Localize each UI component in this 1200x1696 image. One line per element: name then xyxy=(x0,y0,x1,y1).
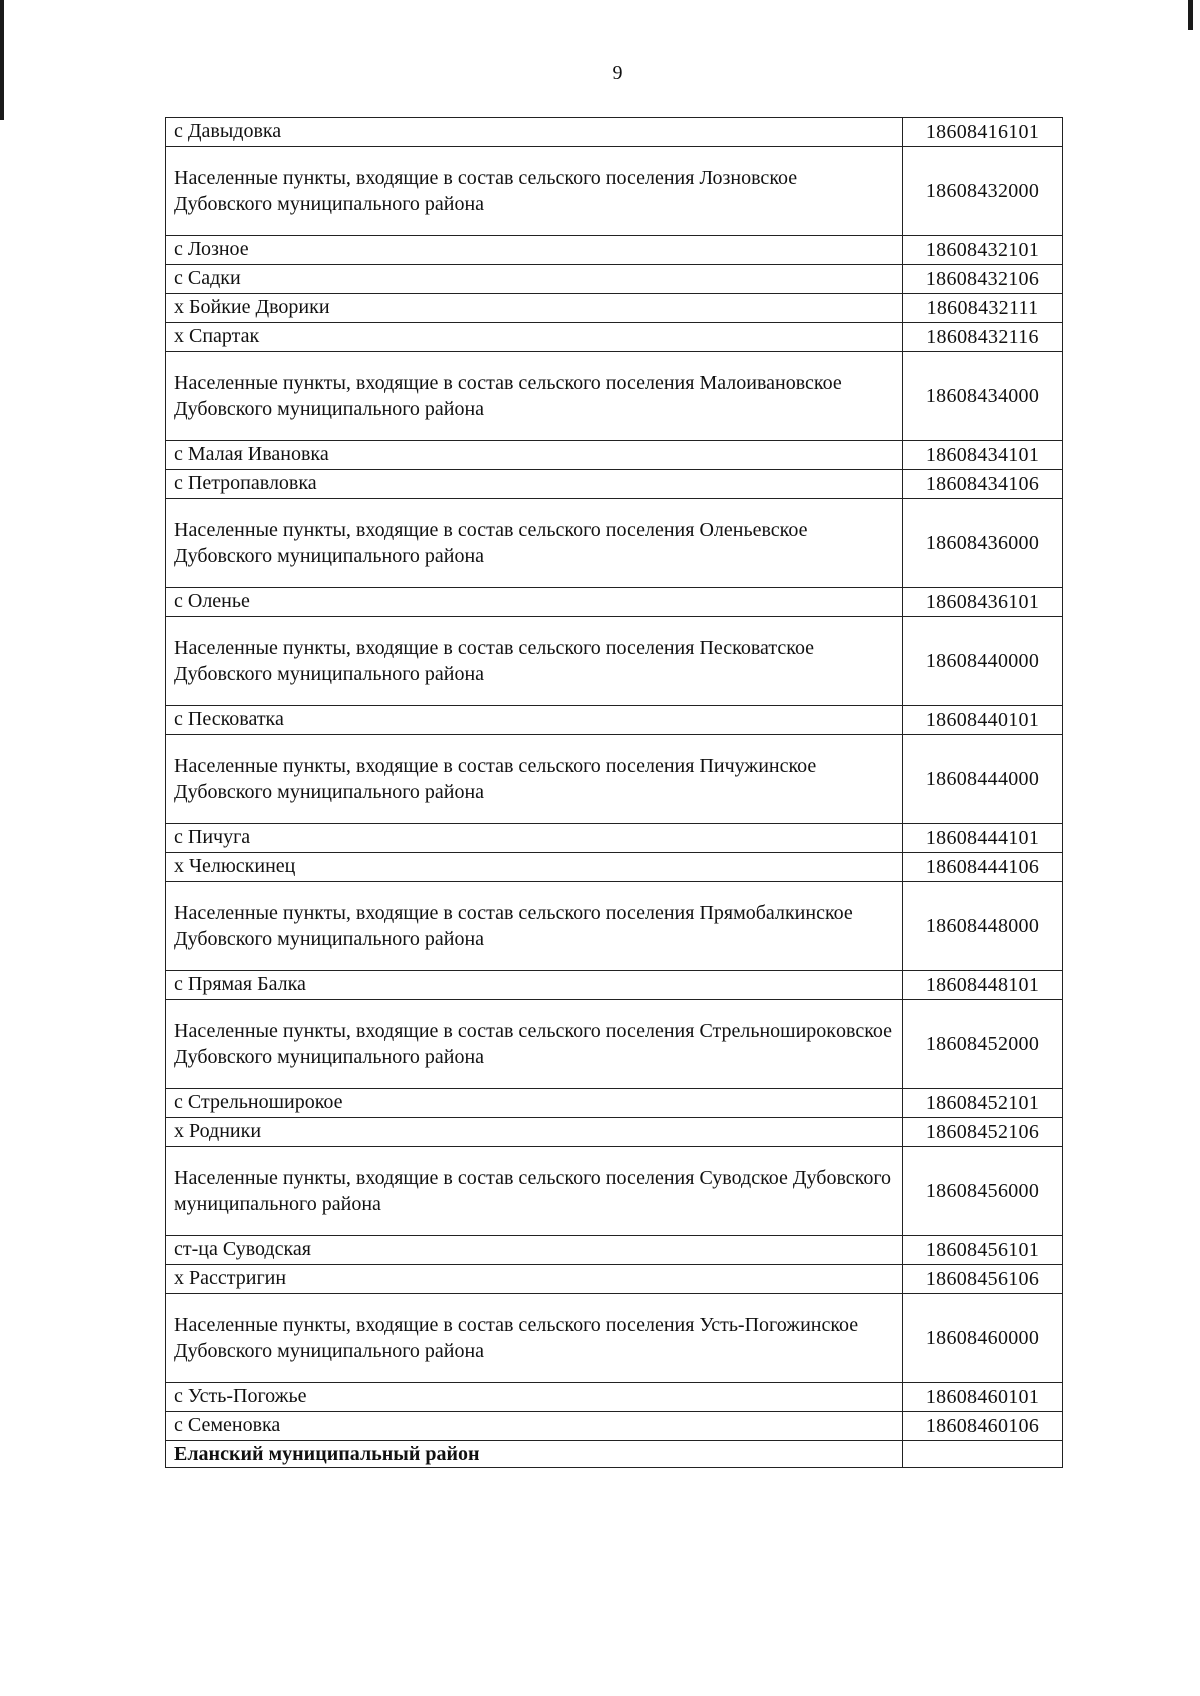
page-number: 9 xyxy=(612,62,623,84)
settlement-name-cell: Населенные пункты, входящие в состав сельского поселения Усть-Погожинское Дубовского муниципального района xyxy=(166,1294,903,1383)
oktmo-code-cell: 18608434106 xyxy=(903,470,1063,499)
table-row xyxy=(166,1412,1063,1441)
table-row xyxy=(166,294,1063,323)
oktmo-code-cell: 18608448000 xyxy=(903,882,1063,971)
oktmo-code-cell: 18608460000 xyxy=(903,1294,1063,1383)
table-row xyxy=(166,1089,1063,1118)
oktmo-code-cell: 18608444000 xyxy=(903,735,1063,824)
settlement-name-cell: Населенные пункты, входящие в состав сельского поселения Суводское Дубовского муниципального района xyxy=(166,1147,903,1236)
oktmo-code-cell: 18608434101 xyxy=(903,441,1063,470)
settlement-name-cell: Населенные пункты, входящие в состав сельского поселения Стрельноширокoвское Дубовского муниципального района xyxy=(166,1000,903,1089)
oktmo-code-cell: 18608434000 xyxy=(903,352,1063,441)
settlement-name-cell: с Садки xyxy=(166,265,903,294)
table-row-settlement-group xyxy=(166,352,1063,441)
settlement-name-cell: Еланский муниципальный район xyxy=(166,1441,903,1468)
settlement-name-cell: х Спартак xyxy=(166,323,903,352)
table-row xyxy=(166,706,1063,735)
settlement-name-cell: х Родники xyxy=(166,1118,903,1147)
oktmo-code-cell: 18608432101 xyxy=(903,236,1063,265)
oktmo-code-cell: 18608432116 xyxy=(903,323,1063,352)
scan-edge-mark-right xyxy=(1188,0,1193,30)
oktmo-code-cell: 18608456000 xyxy=(903,1147,1063,1236)
oktmo-code-cell: 18608436000 xyxy=(903,499,1063,588)
settlement-name-cell: с Оленье xyxy=(166,588,903,617)
settlement-name-cell: с Петропавловка xyxy=(166,470,903,499)
table-row xyxy=(166,323,1063,352)
settlement-name-cell: с Давыдовка xyxy=(166,118,903,147)
settlement-name-cell: Населенные пункты, входящие в состав сельского поселения Оленьевское Дубовского муниципального района xyxy=(166,499,903,588)
settlement-name-cell: ст-ца Суводская xyxy=(166,1236,903,1265)
settlement-name-cell: Населенные пункты, входящие в состав сельского поселения Малоивановское Дубовского муниципального района xyxy=(166,352,903,441)
oktmo-code-cell: 18608456101 xyxy=(903,1236,1063,1265)
oktmo-code-cell xyxy=(903,1441,1063,1468)
settlement-name-cell: Населенные пункты, входящие в состав сельского поселения Прямобалкинское Дубовского муниципального района xyxy=(166,882,903,971)
oktmo-code-cell: 18608432111 xyxy=(903,294,1063,323)
table-row xyxy=(166,853,1063,882)
oktmo-code-cell: 18608440101 xyxy=(903,706,1063,735)
oktmo-code-cell: 18608444101 xyxy=(903,824,1063,853)
oktmo-code-cell: 18608444106 xyxy=(903,853,1063,882)
oktmo-code-cell: 18608460101 xyxy=(903,1383,1063,1412)
settlement-name-cell: с Песковатка xyxy=(166,706,903,735)
table-row-settlement-group xyxy=(166,499,1063,588)
settlement-name-cell: с Стрельноширокое xyxy=(166,1089,903,1118)
settlement-name-cell: с Усть-Погожье xyxy=(166,1383,903,1412)
table-row-settlement-group xyxy=(166,882,1063,971)
table-row xyxy=(166,1265,1063,1294)
settlement-name-cell: с Малая Ивановка xyxy=(166,441,903,470)
settlement-name-cell: х Расстригин xyxy=(166,1265,903,1294)
settlement-name-cell: с Пичуга xyxy=(166,824,903,853)
settlement-name-cell: х Бойкие Дворики xyxy=(166,294,903,323)
table-row xyxy=(166,824,1063,853)
oktmo-code-cell: 18608432106 xyxy=(903,265,1063,294)
table-row-settlement-group xyxy=(166,1000,1063,1089)
table-row-settlement-group xyxy=(166,1294,1063,1383)
settlement-codes-table xyxy=(165,117,1063,1468)
oktmo-code-cell: 18608452106 xyxy=(903,1118,1063,1147)
oktmo-code-cell: 18608436101 xyxy=(903,588,1063,617)
table-row xyxy=(166,588,1063,617)
table-row xyxy=(166,1383,1063,1412)
table-row-district xyxy=(166,1441,1063,1468)
settlement-name-cell: Населенные пункты, входящие в состав сельского поселения Лозновское Дубовского муниципального района xyxy=(166,147,903,236)
oktmo-code-cell: 18608440000 xyxy=(903,617,1063,706)
table-row xyxy=(166,971,1063,1000)
table-body xyxy=(166,118,1063,1468)
oktmo-code-cell: 18608452101 xyxy=(903,1089,1063,1118)
settlement-name-cell: Населенные пункты, входящие в состав сельского поселения Пичужинское Дубовского муниципального района xyxy=(166,735,903,824)
table-row-settlement-group xyxy=(166,735,1063,824)
oktmo-code-cell: 18608432000 xyxy=(903,147,1063,236)
table-row xyxy=(166,1236,1063,1265)
table-row-settlement-group xyxy=(166,1147,1063,1236)
table-row xyxy=(166,1118,1063,1147)
table-row-settlement-group xyxy=(166,617,1063,706)
settlement-name-cell: Населенные пункты, входящие в состав сельского поселения Песковатское Дубовского муниципального района xyxy=(166,617,903,706)
oktmo-code-cell: 18608452000 xyxy=(903,1000,1063,1089)
oktmo-code-cell: 18608460106 xyxy=(903,1412,1063,1441)
settlement-name-cell: с Прямая Балка xyxy=(166,971,903,1000)
oktmo-code-cell: 18608448101 xyxy=(903,971,1063,1000)
settlement-name-cell: х Челюскинец xyxy=(166,853,903,882)
oktmo-code-cell: 18608416101 xyxy=(903,118,1063,147)
table-row xyxy=(166,118,1063,147)
table-row xyxy=(166,236,1063,265)
table-row xyxy=(166,265,1063,294)
table-row xyxy=(166,470,1063,499)
settlement-name-cell: с Семеновка xyxy=(166,1412,903,1441)
settlement-name-cell: с Лозное xyxy=(166,236,903,265)
oktmo-code-cell: 18608456106 xyxy=(903,1265,1063,1294)
scan-edge-mark-left xyxy=(0,0,4,120)
table-row xyxy=(166,441,1063,470)
table-row-settlement-group xyxy=(166,147,1063,236)
